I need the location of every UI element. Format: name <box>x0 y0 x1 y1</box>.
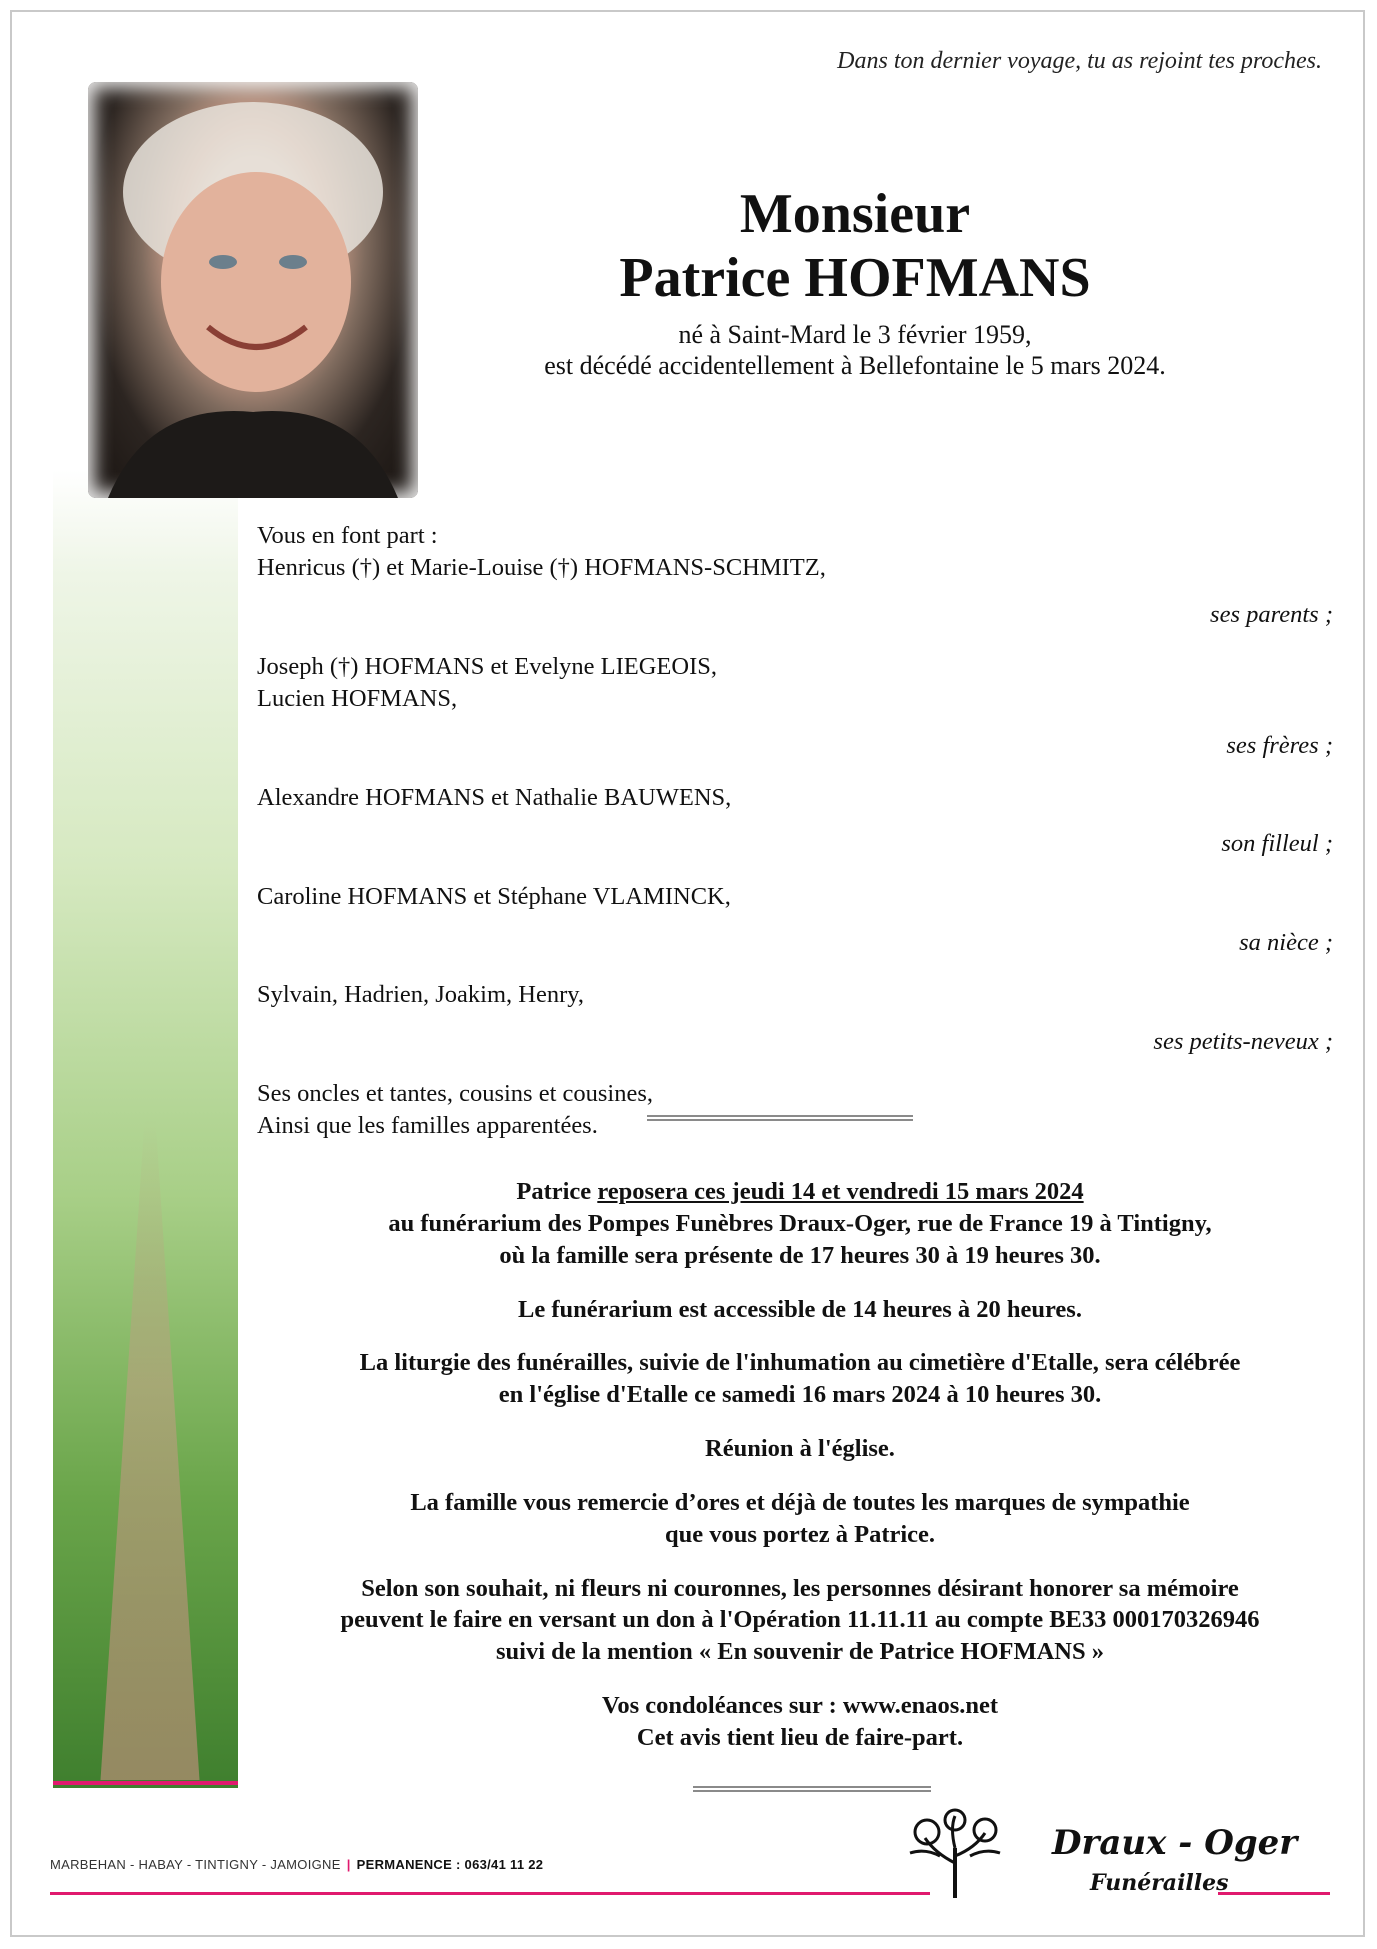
forest-accent-bar <box>53 1781 238 1785</box>
family-line: Ses oncles et tantes, cousins et cousines, <box>257 1079 654 1107</box>
donation-line: suivi de la mention « En souvenir de Patrice HOFMANS » <box>496 1638 1104 1666</box>
condolences-paragraph <box>265 1690 1335 1754</box>
logo-subtitle: Funérailles <box>1090 1870 1229 1896</box>
double-divider <box>647 1115 913 1121</box>
portrait-illustration <box>88 82 418 498</box>
tree-logo-icon <box>905 1808 1005 1900</box>
liturgy-line: La liturgie des funérailles, suivie de l'inhumation au cimetière d'Etalle, sera célébrée <box>359 1349 1241 1377</box>
double-divider <box>693 1786 931 1792</box>
donation-line: Selon son souhait, ni fleurs ni couronnes, les personnes désirant honorer sa mémoire <box>361 1574 1239 1602</box>
relation-label: sa nièce ; <box>1239 928 1333 956</box>
birth-line: né à Saint-Mard le 3 février 1959, <box>678 319 1032 349</box>
gathering-note: Réunion à l'église. <box>705 1435 895 1463</box>
footer-contact <box>50 1857 543 1872</box>
family-line: Ainsi que les familles apparentées. <box>257 1112 598 1140</box>
relation-label: ses petits-neveux ; <box>1153 1027 1333 1055</box>
thanks-line: que vous portez à Patrice. <box>664 1520 936 1548</box>
honorific: Monsieur <box>739 183 971 245</box>
visitation-intro: Patrice <box>516 1178 598 1205</box>
footer-divider: | <box>346 1857 351 1872</box>
liturgy-line: en l'église d'Etalle ce samedi 16 mars 2024 à 10 heures 30. <box>498 1381 1102 1409</box>
donation-paragraph <box>265 1573 1335 1669</box>
visitation-paragraph <box>265 1176 1335 1272</box>
family-line: Lucien HOFMANS, <box>257 685 458 713</box>
footer-permanence: PERMANENCE : 063/41 11 22 <box>356 1857 544 1872</box>
family-line: Henricus (†) et Marie-Louise (†) HOFMANS-SCHMITZ, <box>257 554 826 582</box>
footer-accent-line <box>1218 1892 1330 1895</box>
visitation-location: au funérarium des Pompes Funèbres Draux-Oger, rue de France 19 à Tintigny, <box>388 1209 1212 1237</box>
epigraph: Dans ton dernier voyage, tu as rejoint tes proches. <box>837 48 1322 74</box>
relation-label: ses parents ; <box>1210 600 1333 628</box>
deceased-name: Patrice HOFMANS <box>619 247 1091 310</box>
family-line: Joseph (†) HOFMANS et Evelyne LIEGEOIS, <box>257 652 717 680</box>
logo-name: Draux - Oger <box>1052 1823 1298 1863</box>
visitation-dates: reposera ces jeudi 14 et vendredi 15 mars 2024 <box>597 1178 1084 1205</box>
footer-locations: MARBEHAN - HABAY - TINTIGNY - JAMOIGNE <box>50 1857 341 1872</box>
deceased-heading <box>470 182 1240 381</box>
thanks-line: La famille vous remercie d’ores et déjà de toutes les marques de sympathie <box>410 1488 1190 1516</box>
birth-death-details <box>470 319 1240 381</box>
funerarium-hours: Le funérarium est accessible de 14 heures à 20 heures. <box>518 1295 1082 1323</box>
condolences-website: Vos condoléances sur : www.enaos.net <box>601 1692 999 1720</box>
liturgy-paragraph <box>265 1347 1335 1411</box>
family-line: Sylvain, Hadrien, Joakim, Henry, <box>257 981 585 1009</box>
portrait-photo <box>88 82 418 498</box>
family-intro: Vous en font part : <box>257 522 438 549</box>
funeral-information <box>265 1176 1335 1776</box>
death-line: est décédé accidentellement à Bellefontaine le 5 mars 2024. <box>544 350 1166 380</box>
thanks-paragraph <box>265 1487 1335 1551</box>
family-line: Alexandre HOFMANS et Nathalie BAUWENS, <box>257 783 732 811</box>
relation-label: son filleul ; <box>1221 830 1333 858</box>
visitation-hours: où la famille sera présente de 17 heures 30 à 19 heures 30. <box>499 1241 1101 1269</box>
footer-accent-line <box>50 1892 930 1895</box>
donation-line: peuvent le faire en versant un don à l'Opération 11.11.11 au compte BE33 000170326946 <box>340 1606 1260 1634</box>
family-line: Caroline HOFMANS et Stéphane VLAMINCK, <box>257 882 731 910</box>
relation-label: ses frères ; <box>1226 731 1333 759</box>
notice-statement: Cet avis tient lieu de faire-part. <box>636 1723 964 1751</box>
family-announcement <box>257 520 1333 1143</box>
